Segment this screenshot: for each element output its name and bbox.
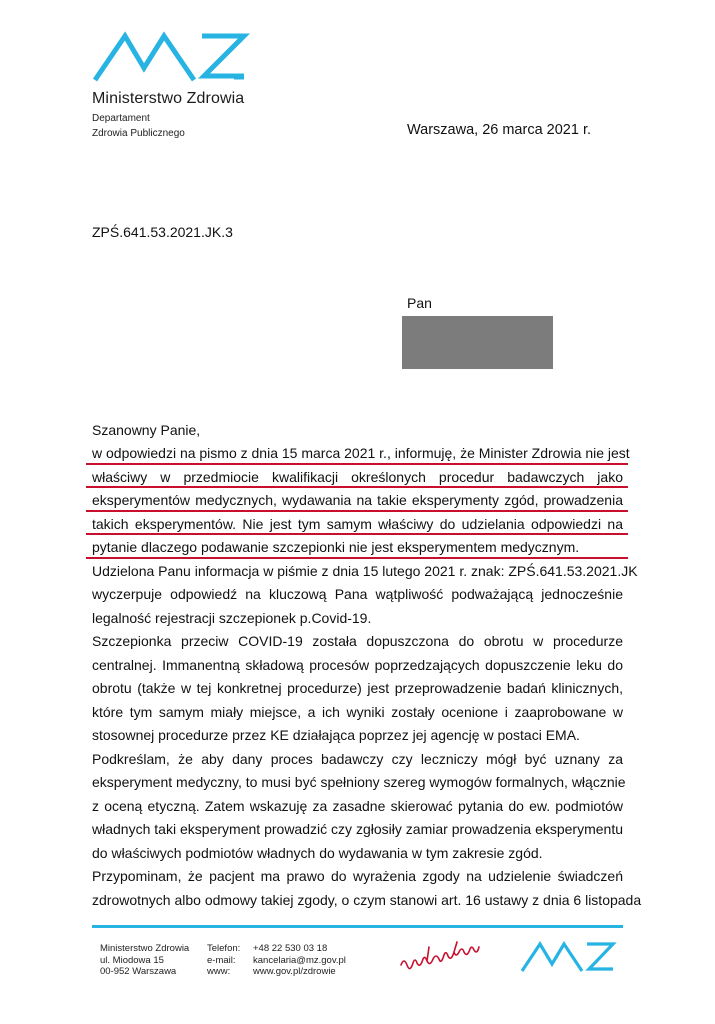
footer-address-line: 00-952 Warszawa bbox=[100, 966, 177, 977]
footer-address bbox=[100, 943, 189, 978]
annotation-underline bbox=[86, 463, 628, 465]
body-line: właściwy w przedmiocie kwalifikacji określonych procedur badawczych jako bbox=[92, 469, 623, 485]
mz-logo-icon bbox=[92, 30, 252, 85]
body-line: centralnej. Immanentną składową procesów poprzedzających dopuszczenie leku do bbox=[92, 657, 623, 673]
department-line: Departament bbox=[92, 113, 150, 124]
footer-phone: +48 22 530 03 18 bbox=[253, 943, 328, 954]
annotation-underline bbox=[86, 510, 628, 512]
body-line: takich eksperymentów. Nie jest tym samym właściwy do udzielania odpowiedzi na bbox=[92, 516, 623, 532]
footer-address-line: Ministerstwo Zdrowia bbox=[100, 943, 190, 954]
body-line: w odpowiedzi na pismo z dnia 15 marca 2021 r., informuję, że Minister Zdrowia nie jest bbox=[92, 445, 630, 461]
footer-label: Telefon: bbox=[207, 943, 241, 954]
redacted-address bbox=[402, 316, 553, 369]
footer-divider bbox=[92, 925, 623, 928]
body-line: Podkreślam, że aby dany proces badawczy czy leczniczy mógł być uznany za bbox=[92, 751, 623, 767]
department-line: Zdrowia Publicznego bbox=[92, 128, 185, 139]
footer-website: www.gov.pl/zdrowie bbox=[253, 966, 336, 977]
body-line: Szczepionka przeciw COVID-19 została dopuszczona do obrotu w procedurze bbox=[92, 633, 623, 649]
body-line: obrotu (także w tej konkretnej procedurze) jest przeprowadzenie badań klinicznych, bbox=[92, 680, 623, 696]
body-line: Udzielona Panu informacja w piśmie z dnia 15 lutego 2021 r. znak: ZPŚ.641.53.2021.JK bbox=[92, 563, 638, 579]
annotation-underline bbox=[86, 533, 628, 535]
footer-address-line: ul. Miodowa 15 bbox=[100, 954, 164, 966]
reference-number: ZPŚ.641.53.2021.JK.3 bbox=[92, 224, 233, 240]
body-line: eksperymentów medycznych, wydawania na takie eksperymenty zgód, prowadzenia bbox=[92, 492, 623, 508]
annotation-underline bbox=[86, 486, 628, 488]
body-line: do właściwych podmiotów władnych do wydawania w tym zakresie zgód. bbox=[92, 845, 543, 861]
letter-date: Warszawa, 26 marca 2021 r. bbox=[407, 122, 592, 138]
footer-email: kancelaria@mz.gov.pl bbox=[253, 954, 346, 966]
footer-label: e-mail: bbox=[207, 954, 236, 966]
footer-contact-labels bbox=[207, 943, 240, 978]
body-line: władnych taki eksperyment prowadzić czy zgłosiły zamiar prowadzenia eksperymentu bbox=[92, 821, 623, 837]
niepodlegla-signature-icon bbox=[398, 941, 503, 977]
salutation: Szanowny Panie, bbox=[92, 422, 201, 438]
body-line: które tym samym miały miejsce, a ich wyniki zostały ocenione i zaaprobowane w bbox=[92, 704, 623, 720]
department bbox=[92, 111, 185, 141]
body-line: legalność rejestracji szczepionek p.Covid-19. bbox=[92, 610, 372, 626]
footer-contact-values bbox=[253, 943, 346, 978]
body-line: Przypominam, że pacjent ma prawo do wyrażenia zgody na udzielenie świadczeń bbox=[92, 868, 623, 884]
body-line: stosownej procedurze przez KE działająca poprzez jej agencję w postaci EMA. bbox=[92, 727, 580, 743]
body-line: wyczerpuje odpowiedź na kluczową Pana wątpliwość podważającą jednocześnie bbox=[92, 586, 623, 602]
mz-footer-logo-icon bbox=[520, 940, 618, 974]
footer-label: www: bbox=[207, 966, 231, 977]
annotation-underline bbox=[86, 557, 628, 559]
org-name: Ministerstwo Zdrowia bbox=[92, 90, 245, 107]
addressee-label: Pan bbox=[407, 295, 432, 311]
body-line: eksperyment medyczny, to musi być spełniony szereg wymogów formalnych, włącznie bbox=[92, 774, 626, 790]
body-line: pytanie dlaczego podawanie szczepionki nie jest eksperymentem medycznym. bbox=[92, 539, 580, 555]
body-line: z oceną etyczną. Zatem wskazuję za zasadne skierować pytania do ew. podmiotów bbox=[92, 798, 623, 814]
body-line: zdrowotnych albo odmowy takiej zgody, o czym stanowi art. 16 ustawy z dnia 6 listopada bbox=[92, 892, 642, 908]
